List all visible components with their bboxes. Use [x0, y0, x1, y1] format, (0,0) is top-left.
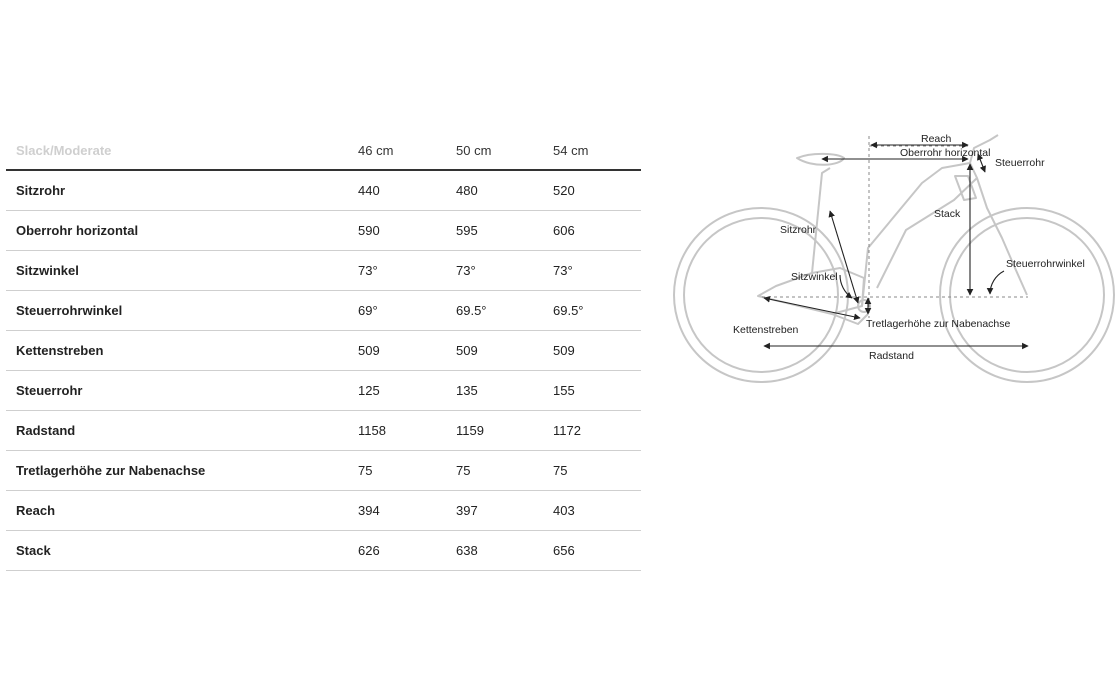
- row-label: Steuerrohr: [16, 383, 83, 398]
- table-row: [6, 171, 641, 211]
- row-label: Steuerrohrwinkel: [16, 303, 123, 318]
- table-row: [6, 491, 641, 531]
- row-label: Sitzwinkel: [16, 263, 79, 278]
- chainstay-arrow: [764, 298, 860, 318]
- row-value: 590: [358, 223, 380, 238]
- row-value: 626: [358, 543, 380, 558]
- table-row: [6, 251, 641, 291]
- table-row: [6, 411, 641, 451]
- row-value: 509: [456, 343, 478, 358]
- row-value: 73°: [358, 263, 378, 278]
- dimension-arrows: [764, 145, 1028, 346]
- row-value: 75: [553, 463, 568, 478]
- row-value: 75: [358, 463, 373, 478]
- row-value: 520: [553, 183, 575, 198]
- size-46-header: 46 cm: [358, 142, 394, 158]
- stack-label: Stack: [934, 208, 961, 220]
- row-value: 73°: [456, 263, 476, 278]
- row-label: Tretlagerhöhe zur Nabenachse: [16, 463, 206, 478]
- row-value: 440: [358, 183, 380, 198]
- row-value: 397: [456, 503, 478, 518]
- row-value: 75: [456, 463, 471, 478]
- row-value: 155: [553, 383, 575, 398]
- row-value: 69.5°: [553, 303, 584, 318]
- row-value: 125: [358, 383, 380, 398]
- head-tube-label: Steuerrohr: [995, 157, 1045, 169]
- row-value: 638: [456, 543, 478, 558]
- bb-drop-label: Tretlagerhöhe zur Nabenachse: [866, 318, 1011, 330]
- table-row: [6, 211, 641, 251]
- table-row: [6, 291, 641, 331]
- row-value: 69.5°: [456, 303, 487, 318]
- seat-tube-label: Sitzrohr: [780, 224, 817, 236]
- size-54-header: 54 cm: [553, 142, 589, 158]
- row-label: Reach: [16, 503, 56, 518]
- row-label: Stack: [16, 543, 51, 558]
- bike-geometry-diagram: [672, 128, 1117, 390]
- row-value: 509: [358, 343, 380, 358]
- top-tube-label: Oberrohr horizontal: [900, 147, 991, 159]
- head-angle-label: Steuerrohrwinkel: [1006, 258, 1085, 270]
- row-label: Kettenstreben: [16, 343, 104, 358]
- bike-svg: [672, 128, 1117, 390]
- row-value: 606: [553, 223, 575, 238]
- wheelbase-label: Radstand: [869, 350, 914, 362]
- row-value: 509: [553, 343, 575, 358]
- row-value: 1159: [456, 423, 484, 438]
- row-value: 394: [358, 503, 380, 518]
- reach-label: Reach: [921, 133, 952, 145]
- chainstay-label: Kettenstreben: [733, 324, 799, 336]
- table-row: [6, 331, 641, 371]
- geometry-table: [6, 131, 641, 571]
- row-value: 1158: [358, 423, 386, 438]
- row-label: Oberrohr horizontal: [16, 223, 139, 238]
- row-value: 69°: [358, 303, 378, 318]
- table-row: [6, 531, 641, 571]
- table-row: [6, 451, 641, 491]
- table-row: [6, 371, 641, 411]
- row-value: 403: [553, 503, 575, 518]
- head-angle-arc: [990, 271, 1004, 294]
- row-label: Sitzrohr: [16, 183, 66, 198]
- row-value: 480: [456, 183, 478, 198]
- row-value: 135: [456, 383, 478, 398]
- row-value: 595: [456, 223, 478, 238]
- row-label: Radstand: [16, 423, 76, 438]
- header-label: Slack/Moderate: [16, 142, 112, 158]
- seat-angle-label: Sitzwinkel: [791, 271, 838, 283]
- row-value: 1172: [553, 423, 581, 438]
- table-header: [6, 131, 641, 171]
- row-value: 73°: [553, 263, 573, 278]
- size-50-header: 50 cm: [456, 142, 492, 158]
- row-value: 656: [553, 543, 575, 558]
